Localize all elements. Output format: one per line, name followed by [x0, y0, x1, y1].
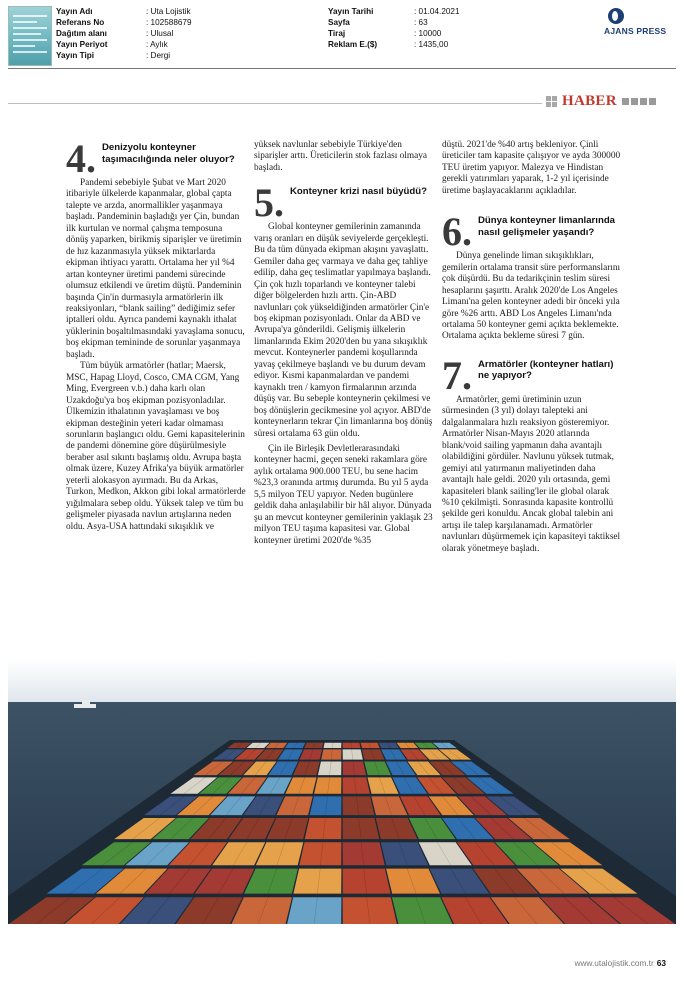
container-ship-photo — [8, 660, 676, 924]
clipping-field — [328, 6, 460, 17]
field-value: : Dergi — [146, 51, 171, 60]
clipping-field — [328, 17, 460, 28]
field-value: : 10000 — [414, 29, 442, 38]
header-divider — [8, 68, 676, 69]
paragraph: Tüm büyük armatörler (hatlar; Maersk, MSC, Hapag Lloyd, Cosco, CMA CGM, Yang Ming, Evergreen v.b.) daha karlı olan Uzakdoğu'ya boş ekipman pozisyonladılar. Ülkemizin ithalatının yavaşlaması ve boş ekipman desteğinin yeteri kadar olmaması sorunların başlangıcı oldu. Gemi kapasitelerinin de pandemi dönemine göre düşürülmesiyle beraber asıl sıkıntı başlamış oldu. Avrupa başta olmak üzere, Kuzey Afrika'ya büyük armatörler yeterli alokasyon ayırmadı. Bu da Arkas, Turkon, Medkon, Akkon gibi lokal armatörlerde yığılmalara sebep oldu. Yüksek talep ve tüm bu gelişmeler piyasada navlun artışlarına neden oldu. Asya-USA hattındaki sıkışıklık ve — [66, 361, 246, 532]
field-label: Yayın Adı — [56, 7, 93, 16]
field-value: : 63 — [414, 18, 428, 27]
clipping-field — [328, 39, 460, 50]
article-column-1 — [66, 136, 246, 533]
paragraph: düştü. 2021'de %40 artış bekleniyor. Çinli üreticiler tam kapasite çalışıyor ve ayda 300000 TEU üretim yapıyor. Malezya ve Hindistan gerekli yatırımları yaparak, 1-2 yıl içerisinde üretime başlayacaklarını açıkladılar. — [442, 140, 621, 196]
field-label: Sayfa — [328, 18, 350, 27]
container-block — [343, 869, 391, 894]
container-block — [287, 897, 341, 924]
field-value: : 01.04.2021 — [414, 7, 460, 16]
clipping-field — [56, 6, 192, 17]
article-column-2 — [254, 140, 434, 547]
container-block — [299, 842, 341, 865]
section-rule — [8, 103, 542, 104]
clipping-field — [56, 17, 192, 28]
question-heading — [66, 136, 246, 181]
field-value: : Ulusal — [146, 29, 174, 38]
clipping-field — [328, 28, 460, 39]
question-heading — [442, 209, 622, 255]
container-ship-image — [8, 660, 676, 924]
question-heading — [254, 180, 434, 226]
field-value: : 1435,00 — [414, 40, 449, 49]
footer-url: www.utalojistik.com.tr — [574, 958, 654, 968]
clipping-fields-right — [328, 6, 460, 50]
paragraph: yüksek navlunlar sebebiyle Türkiye'den siparişler arttı. Üreticilerin stok fazlası olmaya başladı. — [254, 140, 427, 173]
field-value: : Aylık — [146, 40, 168, 49]
page-thumbnail — [8, 6, 52, 66]
agency-logo — [594, 8, 680, 38]
paragraph: Pandemi sebebiyle Şubat ve Mart 2020 itibariyle ülkelerde kapanmalar, global çapta talepte ve arzda, anormallikler yaşanmaya başladı. Pandeminin başladığı yer Çin, bundan ilk kurtulan ve normal çalışma temposuna dönüş yaparken, birikmiş siparişler ve üretimin de hız kazanmasıyla yüksek miktarlarda ekipman ihtiyacı yarattı. Ortalama her yıl %4 artan konteyner üretimi pandemi sürecinde olumsuz etkilendi ve üretim düştü. Pandeminin başında Çin'in durmasıyla armatörlerin ilk reaksiyonları, “blank sailing” dediğimiz sefer iptalleri oldu. Ayrıca pandemi kaynaklı ithalat yüklerinin boşaltılmasındaki yavaşlama sonucu, boş ekipman temininde de sorunlar yaşanmaya başladı. — [66, 178, 245, 360]
field-label: Reklam E.($) — [328, 40, 378, 49]
field-label: Yayın Tipi — [56, 51, 95, 60]
question-number: 4. — [66, 136, 96, 181]
clipping-field — [56, 28, 192, 39]
field-value: : Uta Lojistik — [146, 7, 191, 16]
paragraph: Çin ile Birleşik Devletlerarasındaki konteyner hacmi, geçen seneki rakamlara göre aylık ortalama 900.000 TEU, bu sene hacim %23,3 oranında artmış durumda. Bu yıl 5 ayda 5,5 milyon TEU yapıyor. Neden bugünlere geldik daha anlaşılabilir bir hâl alıyor. Dünyada şu an mevcut konteyner gemilerinin yaklaşık 23 milyon TEU taşıma kapasitesi var. Global konteyner üretimi 2020'de %35 — [254, 443, 433, 546]
article-column-3 — [442, 140, 622, 555]
clipping-header — [0, 0, 684, 70]
clipping-field — [56, 50, 192, 61]
container-block — [343, 897, 397, 924]
section-label: HABER — [562, 93, 617, 109]
question-number: 7. — [442, 352, 472, 398]
question-title: Konteyner krizi nasıl büyüdü? — [290, 186, 427, 198]
field-label: Dağıtım alanı — [56, 29, 107, 38]
container-block — [293, 869, 341, 894]
agency-logo-icon — [608, 8, 624, 24]
agency-name: AJANS PRESS — [604, 26, 667, 36]
question-number: 5. — [254, 180, 284, 226]
clipping-fields-left — [56, 6, 192, 61]
field-label: Yayın Tarihi — [328, 7, 374, 16]
question-number: 6. — [442, 209, 472, 255]
clipping-field — [56, 39, 192, 50]
paragraph: Armatörler, gemi üretiminin uzun sürmesinden (3 yıl) dolayı talepteki ani dalgalanmalara hızlı reaksiyon gösteremiyor. Armatörler Nisan-Mayıs 2020 atlarında blank/void sailing yapmanın daha avantajlı olabildiğini gördüler. Navlunu yüksek tutmak, gemiyi atıl yatırmanın maliyetinden daha avantajlı hale geldi. 2020 yılı ortasında, gemi kapasiteleri blank sailing'ler ile global olarak %10 çekilmişti. Sonrasında kapasite kontrollü şekilde geri konuldu. Ancak global talebin ani artışı ile talep karşılanamadı. Armatörler navlunları düşürmemek için kapasiteyi taktiksel olarak yönetmeye başladı. — [442, 394, 621, 554]
question-heading — [442, 352, 622, 398]
field-label: Tiraj — [328, 29, 346, 38]
paragraph: Dünya genelinde liman sıkışıklıkları, gemilerin ortalama transit süre performanslarını çok düşürdü. Bu da tedarikçinin teslim süresi hesaplarını şaşırttı. Aralık 2020'de Los Angeles Limanı'na gelen konteyner adedi bir önceki yıla göre %26 arttı. ABD Los Angeles Limanı'nda ortalama 50 konteyner gemi açıkta beklemekte. Ortalama açıkta bekleme süresi 7 gün. — [442, 251, 621, 342]
question-title: Armatörler (konteyner hatları) ne yapıyor? — [478, 358, 614, 382]
section-dots-icon — [622, 98, 662, 106]
container-block — [343, 842, 385, 865]
field-label: Referans No — [56, 18, 105, 27]
field-label: Yayın Periyot — [56, 40, 108, 49]
page-footer — [574, 958, 666, 968]
field-value: : 102588679 — [146, 18, 192, 27]
question-title: Dünya konteyner limanlarında nasıl gelişmeler yaşandı? — [478, 215, 616, 238]
section-squares-icon — [546, 96, 558, 108]
page-number: 63 — [656, 958, 666, 968]
paragraph: Global konteyner gemilerinin zamanında varış oranları en düşük seviyelerde gerçekleşti. Bu da tüm dünyada ekipman akışını yavaşlattı. Gemiler daha geç varmaya ve daha geç tahliye edilip, daha geç teslimatlar yapılmaya başlandı. Çin çok hızlı toparlandı ve konteyner talebi diğer bölgelerden hızlı arttı. Çin-ABD navlunları çok yükseldiğinden armatörler Çin'e boş ekipman pozisyonladı. Onlar da ABD ve Avrupa'ya gönderildi. Gelişmiş ülkelerin limanlarında Ekim 2020'den bu yana sıkışıklık mevcut. Konteynerler pandemi koşullarında yavaş çekilmeye başlandı ve bu durum devam ediyor. Kısmi kapanmalardan ve pandemi kaynaklı tren / kamyon firmalarının arzında düşüş var. Bu sebeple konteynerin çekilmesi ve boş dönüşlerin gecikmesine yol açıyor. ABD'de konteynerların tekrar Çin limanlarına boş dönüş süresi ortalama 63 gün oldu. — [254, 222, 433, 439]
question-title: Denizyolu konteyner taşımacılığında neler oluyor? — [102, 142, 235, 165]
